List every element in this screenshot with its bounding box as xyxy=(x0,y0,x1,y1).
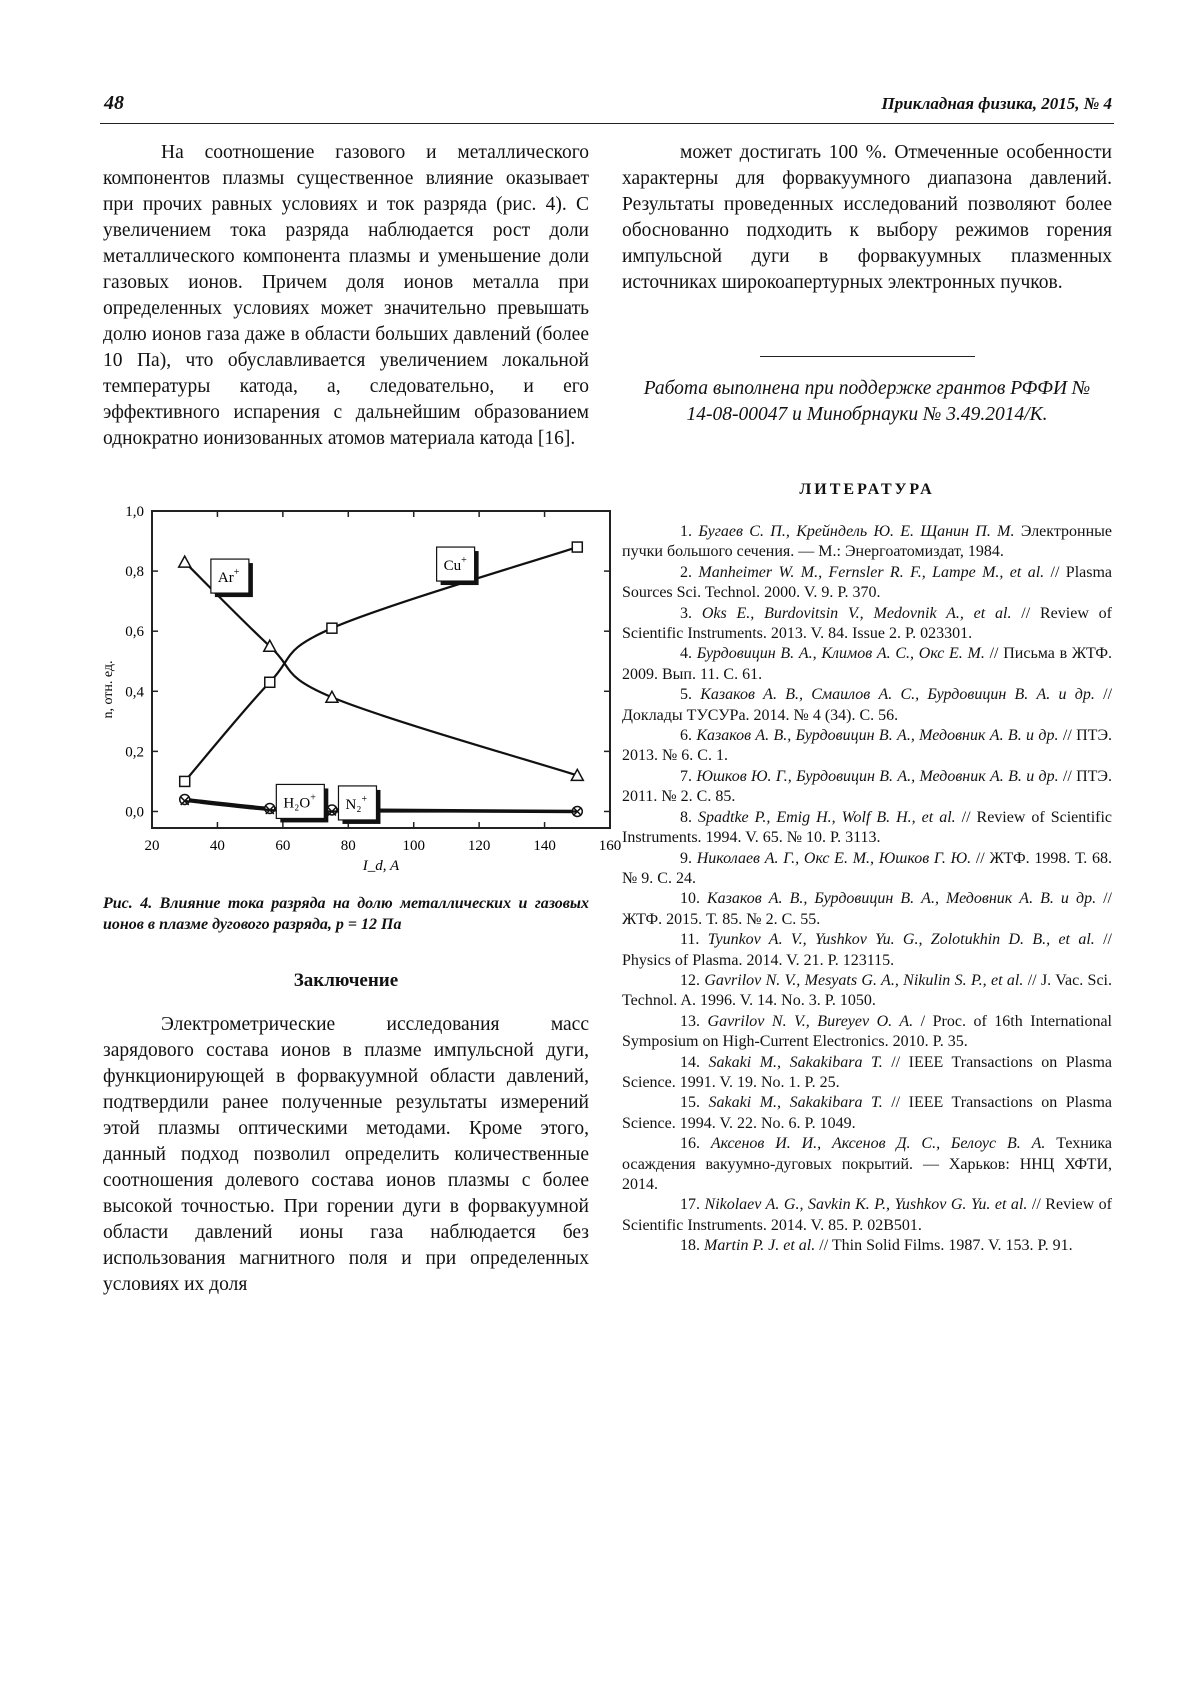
reference-number: 5. xyxy=(680,686,701,704)
reference-source: // Review of Scientific Instruments. 2014. V. 85. P. 02B501. xyxy=(622,1196,1113,1234)
label-text: Cu xyxy=(443,558,462,575)
label-charge: + xyxy=(310,792,316,804)
data-point-triangle xyxy=(179,556,191,567)
reference-source: Техника осаждения вакуумно-дуговых покрытий. — Харьков: ННЦ ХФТИ, 2014. xyxy=(622,1135,1112,1193)
references-heading: ЛИТЕРАТУРА xyxy=(799,481,935,498)
reference-source: // Plasma Sources Sci. Technol. 2000. V. 9. P. 370. xyxy=(622,563,1113,602)
reference-item xyxy=(622,930,1112,971)
label-charge: + xyxy=(361,793,368,805)
data-point-square xyxy=(265,677,275,687)
data-point-star xyxy=(265,803,275,813)
reference-source: // IEEE Transactions on Plasma Science. 1994. V. 22. No. 6. P. 1049. xyxy=(622,1094,1112,1132)
reference-number: 4. xyxy=(680,645,697,663)
reference-source: // ЖТФ. 2015. Т. 85. № 2. С. 55. xyxy=(622,890,1112,928)
reference-authors: Аксенов И. И., Аксенов Д. С., Белоус В. А. xyxy=(710,1135,1046,1153)
acknowledgement: Работа выполнена при поддержке грантов РФФИ № 14-08-00047 и Минобрнауки № 3.49.2014/К. xyxy=(643,378,1091,425)
reference-source: // Physics of Plasma. 2014. V. 21. P. 123115. xyxy=(622,931,1113,969)
y-tick-label: 0,8 xyxy=(125,564,144,581)
x-tick-label: 120 xyxy=(467,838,491,854)
reference-number: 2. xyxy=(680,563,699,581)
reference-authors: Martin P. J. et al. xyxy=(704,1237,816,1255)
reference-number: 18. xyxy=(680,1237,704,1255)
reference-number: 9. xyxy=(680,849,697,867)
data-point-star xyxy=(327,805,337,815)
reference-item xyxy=(622,849,1112,890)
data-point-square xyxy=(327,623,337,633)
reference-authors: Sakaki M., Sakakibara T. xyxy=(708,1053,883,1071)
reference-authors: Gavrilov N. V., Bureyev O. A. xyxy=(707,1012,914,1030)
reference-source: // Доклады ТУСУРа. 2014. № 4 (34). С. 56. xyxy=(622,686,1113,724)
reference-number: 17. xyxy=(680,1196,705,1214)
reference-source: / Proc. of 16th International Symposium on High-Current Electronics. 2010. P. 35. xyxy=(622,1012,1113,1051)
series-label-box xyxy=(276,784,328,822)
reference-item xyxy=(622,1195,1112,1236)
reference-authors: Sakaki M., Sakakibara T. xyxy=(708,1094,883,1112)
reference-number: 6. xyxy=(680,727,697,745)
reference-source: // Review of Scientific Instruments. 1994. V. 65. № 10. P. 3113. xyxy=(622,808,1113,847)
journal-title: Прикладная физика, 2015, № 4 xyxy=(881,94,1112,113)
reference-authors: Spadtke P., Emig H., Wolf B. H., et al. xyxy=(698,808,956,826)
x-axis-label: I_d, A xyxy=(362,858,400,874)
reference-number: 15. xyxy=(680,1094,709,1112)
reference-item xyxy=(622,1134,1112,1195)
conclusion-paragraph: Электрометрические исследования масс зарядового состава ионов в плазме импульсной дуги, функционирующей в форвакуумной области давлений, подтвердили ранее полученные результаты измерений этой плазмы оптическими методами. Кроме этого, данный подход позволил определить количественные соотношения долевого состава ионов плазмы с более высокой точностью. При горении дуги в форвакуумной области давлений ионы газа наблюдается без использования магнитного поля и при определенных условиях их доля xyxy=(103,1014,589,1295)
page-number: 48 xyxy=(104,92,124,114)
separator-rule xyxy=(760,356,975,357)
series-label-box xyxy=(338,786,380,824)
reference-number: 12. xyxy=(680,971,705,989)
y-tick-label: 0,6 xyxy=(125,624,144,641)
reference-source: // Thin Solid Films. 1987. V. 153. P. 91. xyxy=(815,1237,1073,1255)
reference-number: 3. xyxy=(680,604,702,622)
reference-authors: Manheimer W. M., Fernsler R. F., Lampe M., et al. xyxy=(698,563,1045,581)
label-text: Ar xyxy=(217,570,234,587)
reference-item xyxy=(622,971,1112,1012)
reference-item xyxy=(622,1093,1112,1134)
reference-authors: Gavrilov N. V., Mesyats G. A., Nikulin S. P., et al. xyxy=(704,971,1024,989)
x-tick-label: 60 xyxy=(275,838,291,854)
reference-item xyxy=(622,1236,1112,1256)
reference-authors: Юшков Ю. Г., Бурдовицин В. А., Медовник А. В. и др. xyxy=(696,767,1059,785)
right-paragraph-1: может достигать 100 %. Отмеченные особенности характерны для форвакуумного диапазона давлений. Результаты проведенных исследований позволяют более обоснованно подходить к выбору режимов горения импульсной дуги в форвакуумных плазменных источниках широкоапертурных электронных пучков. xyxy=(622,142,1112,293)
reference-item xyxy=(622,644,1112,685)
reference-number: 1. xyxy=(680,523,699,540)
series-h2o-plus xyxy=(180,794,583,816)
reference-authors: Казаков А. В., Смаилов А. С., Бурдовицин В. А. и др. xyxy=(700,686,1095,704)
left-paragraph-1: На соотношение газового и металлического компонентов плазмы существенное влияние оказывает при прочих равных условиях и ток разряда (рис. 4). С увеличением тока разряда наблюдается рост доли металлического компонента плазмы и уменьшение доли газовых ионов. Причем доля ионов металла при определенных условиях может значительно превышать долю ионов газа даже в области больших давлений (более 10 Па), что обуславливается увеличением локальной температуры катода, а, следовательно, и его эффективного испарения с дальнейшим образованием однократно ионизованных атомов материала катода [16]. xyxy=(103,142,589,449)
reference-authors: Tyunkov A. V., Yushkov Yu. G., Zolotukhin D. B., et al. xyxy=(707,931,1095,949)
reference-source: // J. Vac. Sci. Technol. A. 1996. V. 14. No. 3. P. 1050. xyxy=(622,971,1113,1010)
reference-number: 11. xyxy=(680,931,708,949)
series-line xyxy=(185,796,578,813)
reference-item xyxy=(622,522,1112,563)
reference-item xyxy=(622,604,1112,645)
reference-item xyxy=(622,563,1112,604)
reference-item xyxy=(622,808,1112,849)
series-label-box xyxy=(211,559,253,597)
reference-number: 14. xyxy=(680,1053,709,1071)
header-rule xyxy=(100,123,1114,124)
label-charge: + xyxy=(461,555,467,567)
reference-item xyxy=(622,1053,1112,1094)
conclusion-heading: Заключение xyxy=(293,970,399,991)
reference-number: 8. xyxy=(680,808,698,826)
x-tick-label: 80 xyxy=(340,838,356,854)
y-tick-label: 0,4 xyxy=(125,684,144,701)
reference-source: // ЖТФ. 1998. Т. 68. № 9. С. 24. xyxy=(622,849,1113,887)
y-tick-label: 1,0 xyxy=(125,504,144,520)
reference-authors: Oks E., Burdovitsin V., Medovnik A., et al. xyxy=(701,604,1012,622)
reference-authors: Nikolaev A. G., Savkin K. P., Yushkov G. Yu. et al. xyxy=(704,1196,1028,1214)
reference-item xyxy=(622,726,1112,767)
reference-authors: Николаев А. Г., Окс Е. М., Юшков Г. Ю. xyxy=(696,849,972,867)
reference-authors: Бурдовицин В. А., Климов А. С., Окс Е. М. xyxy=(696,645,985,663)
reference-item xyxy=(622,685,1112,726)
reference-number: 13. xyxy=(680,1012,708,1030)
data-point-star xyxy=(180,794,190,804)
data-point-square xyxy=(180,776,190,786)
figure-4-chart xyxy=(90,495,622,875)
reference-item xyxy=(622,889,1112,930)
references-list xyxy=(622,522,1112,1257)
reference-number: 16. xyxy=(680,1135,711,1153)
reference-source: // ПТЭ. 2013. № 6. С. 1. xyxy=(622,727,1113,765)
x-tick-label: 100 xyxy=(402,838,425,854)
x-tick-label: 20 xyxy=(144,838,160,854)
series-label-box xyxy=(437,547,479,585)
data-point-square xyxy=(572,542,582,552)
reference-source: // IEEE Transactions on Plasma Science. 1991. V. 19. No. 1. P. 25. xyxy=(622,1053,1112,1091)
reference-item xyxy=(622,1012,1112,1053)
reference-number: 10. xyxy=(680,890,708,908)
reference-item xyxy=(622,767,1112,808)
label-text: H₂O xyxy=(283,795,311,812)
x-tick-label: 40 xyxy=(209,838,225,854)
reference-authors: Бугаев С. П., Крейндель Ю. Е. Щанин П. М. xyxy=(698,523,1015,540)
y-tick-label: 0,2 xyxy=(125,744,144,761)
reference-source: // Письма в ЖТФ. 2009. Вып. 11. С. 61. xyxy=(622,645,1113,683)
reference-source: // Review of Scientific Instruments. 2013. V. 84. Issue 2. P. 023301. xyxy=(622,604,1113,643)
x-tick-label: 160 xyxy=(598,838,622,854)
data-point-triangle xyxy=(326,691,338,702)
y-axis-label: n, отн. ед. xyxy=(101,660,116,719)
reference-authors: Казаков А. В., Бурдовицин В. А., Медовник А. В. и др. xyxy=(707,890,1097,908)
label-text: N₂ xyxy=(345,796,362,813)
reference-source: // ПТЭ. 2011. № 2. С. 85. xyxy=(622,767,1112,806)
x-tick-label: 140 xyxy=(533,838,556,854)
reference-authors: Казаков А. В., Бурдовицин В. А., Медовник А. В. и др. xyxy=(696,727,1059,745)
label-charge: + xyxy=(233,567,240,579)
y-tick-label: 0,0 xyxy=(125,804,144,821)
figure-caption: Рис. 4. Влияние тока разряда на долю металлических и газовых ионов в плазме дугового разряда, p = 12 Па xyxy=(103,895,589,933)
reference-number: 7. xyxy=(680,767,697,785)
reference-source: Электронные пучки большого сечения. — М.: Энергоатомиздат, 1984. xyxy=(622,523,1113,561)
